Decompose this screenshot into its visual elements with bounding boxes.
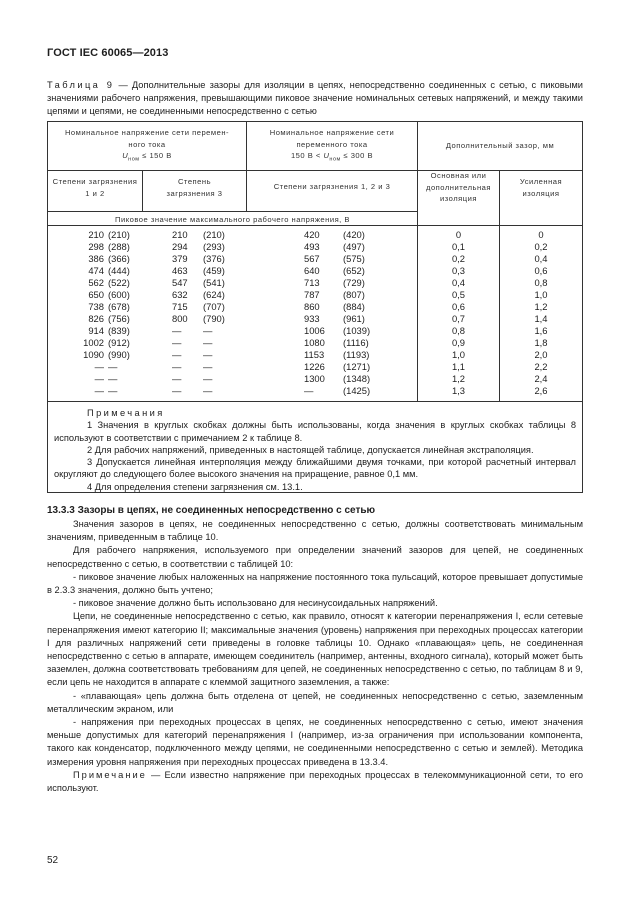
table-cell: 420 [304,229,320,240]
table-cell: 713 [304,277,320,288]
table-cell: 1153 [304,349,325,360]
header-peak-voltage: Пиковое значение максимального рабочего напряжения, В [115,215,350,224]
table-cell: (444) [108,265,130,276]
document-header: ГОСТ IEC 60065—2013 [47,47,169,59]
table-9 [47,121,583,493]
paragraph: Значения зазоров в цепях, не соединенных непосредственно с сетью, должны соответствовать минимальным значениям, приведенным в таблице 10. [47,519,583,543]
table-caption-label: Таблица 9 [47,80,115,90]
table-cell: 2,4 [534,373,548,384]
table-cell: — [172,385,182,396]
paragraph: - напряжения при переходных процессах в цепях, не соединенных непосредственно с сетью, имеют значения меньше допустимых для категорий перенапряжения I (например, из-за ограничения при использовании компонента, такого как конденсатор, подключенного между цепями, не соединенными непосредственно с сетью и землей). Методика измерения уровня напряжения при переходных процессах приведена в 13.3.4. [47,717,583,767]
column-150-value [74,229,104,397]
table-caption [47,79,583,118]
table-cell: (541) [203,277,225,288]
table-cell: — [203,349,213,360]
table-cell: — [203,361,213,372]
column-150-bracket [108,229,140,397]
table-cell: 0,8 [451,325,466,336]
table-cell: (912) [108,337,130,348]
table-cell: 715 [172,301,188,312]
table-cell: — [172,349,182,360]
table-cell: 567 [304,253,320,264]
paragraph: - пиковое значение любых наложенных на напряжение постоянного тока пульсаций, которое превышает допустимые в 2.3.3 значения, должно быть учтено; [47,571,583,596]
table-cell: 1226 [304,361,325,372]
table-cell: 0,2 [534,241,548,252]
table-cell: 547 [172,277,188,288]
column-reinforced-clearance [500,229,582,397]
paragraph: Цепи, не соединенные непосредственно с сетью, как правило, относят к категории перенапряжения I, если сетевые перенапряжения имеют категорию II; максимальные значения (уровень) напряжения при переходных процессах категории I для различных напряжений сети приведены в головке таблицы 10. Однако «плавающая» цепь, не соединенная непосредственно с сетью в аппарате, имеющем соединитель (например, антенны, входного сигнала), который может быть заземлен, должна соответствовать требованиям для цепей, не соединенных непосредственно с сетью, по таблицам 8 и 9, если цепь не находится в аппарате с клеммой защитного заземления, а также: [47,611,583,688]
table-cell: 0,6 [534,265,548,276]
table-cell: 1002 [83,337,104,348]
table-cell: (497) [343,241,365,252]
table-cell: (884) [343,301,365,312]
header-pollution-1-2: Степени загрязнения 1 и 2 [52,177,138,198]
table-cell: (288) [108,241,130,252]
table-cell: 800 [172,313,188,324]
table-cell: (1116) [343,337,369,348]
header-additional-clearance: Дополнительный зазор, мм [445,141,555,150]
table-cell: (790) [203,313,225,324]
table-cell: 2,6 [534,385,548,396]
table-cell: 1300 [304,373,325,384]
table-cell: — [172,325,182,336]
table-cell: 933 [304,313,320,324]
table-cell: — [108,373,118,384]
table-cell: 0,1 [451,241,466,252]
table-cell: — [108,361,118,372]
page-number: 52 [47,855,59,866]
column-p3-value [172,229,198,397]
table-cell: 0,8 [534,277,548,288]
table-cell: 632 [172,289,188,300]
table-cell: (678) [108,301,130,312]
table-cell: 298 [88,241,104,252]
table-cell: 379 [172,253,188,264]
table-cell: 0,7 [451,313,466,324]
header-voltage-300: Номинальное напряжение сети переменного тока 150 $В < U_{ном} \le 300$ В [269,128,395,163]
table-cell: 1,2 [451,373,466,384]
table-cell: 0 [455,229,462,240]
table-cell: 787 [304,289,320,300]
table-cell: (600) [108,289,130,300]
table-cell: 0,4 [534,253,548,264]
table-notes [54,407,576,493]
note-4: 4 Для определения степени загрязнения см. 13.1. [87,481,303,492]
section-body [47,518,583,795]
table-cell: 826 [88,313,104,324]
header-voltage-150: Номинальное напряжение сети перемен- ного тока $U_{ном} \le 150$ В [64,128,230,163]
table-cell: 1,0 [451,349,466,360]
table-cell: 860 [304,301,320,312]
table-cell: 0 [538,229,544,240]
table-cell: 1,6 [534,325,548,336]
table-cell: 1,3 [451,385,466,396]
table-cell: — [172,373,182,384]
table-cell: 0,9 [451,337,466,348]
table-cell: (1425) [343,385,371,396]
table-cell: (1348) [343,373,371,384]
paragraph: Для рабочего напряжения, используемого при определении значений зазоров для цепей, не соединенных непосредственно с сетью, в соответствии с таблицей 10: [47,545,583,569]
column-300-value [304,229,336,397]
table-cell: (961) [343,313,365,324]
column-300-bracket [343,229,383,397]
table-cell: (366) [108,253,130,264]
table-cell: 640 [304,265,320,276]
table-cell: (839) [108,325,130,336]
note-1: 1 Значения в круглых скобках должны быть использованы, когда значения в круглых скобках таблицы 8 используют в соответствии с примечанием 2 к таблице 8. [54,420,576,443]
table-cell: 1,8 [534,337,548,348]
table-cell: — [203,337,213,348]
table-cell: (729) [343,277,365,288]
table-cell: 0,2 [451,253,466,264]
column-basic-clearance [418,229,499,397]
table-cell: 294 [172,241,188,252]
paragraph: - пиковое значение должно быть использовано для несинусоидальных напряжений. [73,598,438,609]
table-cell: — [304,385,314,396]
table-cell: 2,2 [534,361,548,372]
table-cell: 1080 [304,337,325,348]
table-cell: — [94,361,104,372]
table-cell: 210 [88,229,104,240]
table-cell: — [172,337,182,348]
table-caption-text: — Дополнительные зазоры для изоляции в цепях, непосредственно соединенных с сетью, с пиковыми значениями рабочего напряжения, превышающими пиковое значение номинальных сетевых напряжений, и между такими цепями и цепями, не соединенными непосредственно с сетью [47,80,583,116]
table-cell: (1271) [343,361,371,372]
table-cell: 0,3 [451,265,466,276]
table-cell: 463 [172,265,188,276]
table-cell: 1,2 [534,301,548,312]
table-cell: — [203,385,213,396]
note-2: 2 Для рабочих напряжений, приведенных в настоящей таблице, допускается линейная экстраполяция. [87,444,534,455]
table-cell: (420) [343,229,365,240]
table-cell: 914 [88,325,104,336]
table-cell: — [94,373,104,384]
table-cell: — [172,361,182,372]
table-cell: (624) [203,289,225,300]
table-cell: (575) [343,253,365,264]
header-reinforced-insulation: Усиленная изоляция [519,177,563,198]
table-cell: 650 [88,289,104,300]
table-cell: — [203,325,213,336]
table-cell: (807) [343,289,365,300]
table-cell: 1,0 [534,289,548,300]
table-cell: — [94,385,104,396]
final-note-label: Примечание [73,769,147,780]
table-cell: 1006 [304,325,325,336]
table-cell: 210 [172,229,188,240]
table-cell: 493 [304,241,320,252]
table-cell: 2,0 [534,349,548,360]
table-cell: (210) [108,229,130,240]
table-cell: (756) [108,313,130,324]
note-3: 3 Допускается линейная интерполяция между ближайшими двумя точками, при которой расчетный интервал округляют до следующего более высокого значения на приращение, равное 0,1 мм. [54,457,576,480]
table-cell: (210) [203,229,225,240]
header-pollution-3: Степень загрязнения 3 [166,177,223,198]
table-cell: 562 [88,277,104,288]
table-cell: 0,5 [451,289,466,300]
header-pollution-1-2-3: Степени загрязнения 1, 2 и 3 [273,182,391,191]
table-cell: — [203,373,213,384]
final-note [47,769,583,795]
table-cell: — [108,385,118,396]
notes-title: Примечания [87,408,165,418]
column-p3-bracket [203,229,235,397]
table-cell: (522) [108,277,130,288]
table-cell: 738 [88,301,104,312]
table-cell: (990) [108,349,130,360]
table-cell: (376) [203,253,225,264]
final-note-text: — Если известно напряжение при переходных процессах в телекоммуникационной сети, то его используют. [47,769,583,794]
header-basic-insulation: Основная или дополнительная изоляция [426,171,491,203]
table-cell: (1193) [343,349,370,360]
table-cell: (652) [343,265,365,276]
table-cell: 1,1 [451,361,466,372]
table-cell: 0,4 [451,277,466,288]
table-cell: 1090 [83,349,104,360]
table-cell: (293) [203,241,225,252]
table-cell: 1,4 [534,313,548,324]
section-title: 13.3.3 Зазоры в цепях, не соединенных непосредственно с сетью [47,505,376,516]
paragraph: - «плавающая» цепь должна быть отделена от цепей, не соединенных непосредственно с сетью, заземленным металлическим экраном, или [47,690,583,714]
table-cell: (1039) [343,325,371,336]
table-cell: 474 [88,265,104,276]
table-cell: 386 [88,253,104,264]
table-cell: (707) [203,301,225,312]
table-cell: (459) [203,265,225,276]
table-cell: 0,6 [451,301,466,312]
